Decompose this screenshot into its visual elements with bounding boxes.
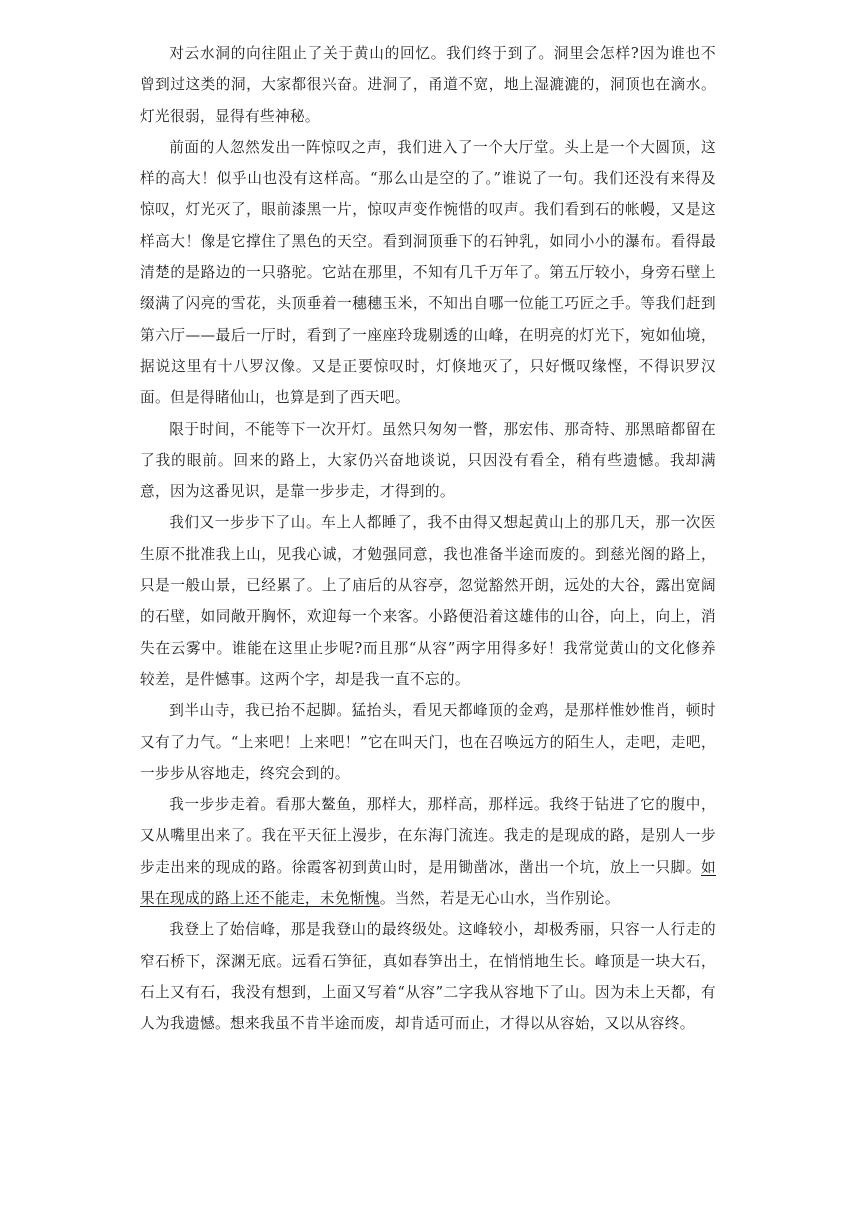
paragraph-3: 限于时间，不能等下一次开灯。虽然只匆匆一瞥，那宏伟、那奇特、那黑暗都留在了我的眼前。回来的路上，大家仍兴奋地谈说，只因没有看全，稍有些遗憾。我却满意，因为这番见识，是靠一步步走，才得到的。 bbox=[140, 420, 716, 501]
paragraph-4: 我们又一步步下了山。车上人都睡了，我不由得又想起黄山上的那几天，那一次医生原不批准我上山，见我心诚，才勉强同意，我也准备半途而废的。到慈光阁的路上，只是一般山景，已经累了。上了庙后的从容亭，忽觉豁然开朗，远处的大谷，露出宽阔的石壁，如同敞开胸怀，欢迎每一个来客。小路便沿着这雄伟的山谷，向上，向上，消失在云雾中。谁能在这里止步呢?而且那“从容”两字用得多好！我常觉黄山的文化修养较差，是件憾事。这两个字，却是我一直不忘的。 bbox=[140, 514, 716, 688]
paragraph-5: 到半山寺，我已抬不起脚。猛抬头，看见天都峰顶的金鸡，是那样惟妙惟肖，顿时又有了力气。“上来吧！上来吧！”它在叫天门，也在召唤远方的陌生人，走吧，走吧，一步步从容地走，终究会到的。 bbox=[140, 702, 716, 782]
paragraph-2: 前面的人忽然发出一阵惊叹之声，我们进入了一个大厅堂。头上是一个大圆顶，这样的高大！似乎山也没有这样高。“那么山是空的了。”谁说了一句。我们还没有来得及惊叹，灯光灭了，眼前漆黑一片，惊叹声变作惋惜的叹声。我们看到石的帐幔，又是这样高大！像是它撑住了黑色的天空。看到洞顶垂下的石钟乳，如同小小的瀑布。看得最清楚的是路边的一只骆驼。它站在那里，不知有几千万年了。第五厅较小，身旁石壁上缀满了闪亮的雪花，头顶垂着一穗穗玉米，不知出自哪一位能工巧匠之手。等我们赶到第六厅——最后一厅时，看到了一座座玲珑剔透的山峰，在明亮的灯光下，宛如仙境，据说这里有十八罗汉像。又是正要惊叹时，灯倏地灭了，只好慨叹缘悭，不得识罗汉面。但是得睹仙山，也算是到了西天吧。 bbox=[140, 138, 716, 407]
document-body bbox=[140, 38, 716, 1040]
paragraph-7: 我登上了始信峰，那是我登山的最终级处。这峰较小，却极秀丽，只容一人行走的窄石桥下，深渊无底。远看石笋征，真如春笋出土，在悄悄地生长。峰顶是一块大石，石上又有石，我没有想到，上面又写着“从容”二字我从容地下了山。因为未上天都，有人为我遗憾。想来我虽不肯半途而废，却肯适可而止，才得以从容始，又以从容终。 bbox=[140, 921, 716, 1033]
underlined-sentence: 如果在现成的路上还不能走，未免惭愧 bbox=[140, 858, 716, 908]
paragraph-6 bbox=[140, 789, 716, 914]
paragraph-1: 对云水洞的向往阻止了关于黄山的回忆。我们终于到了。洞里会怎样?因为谁也不曾到过这类的洞，大家都很兴奋。进洞了，甬道不宽，地上湿漉漉的，洞顶也在滴水。灯光很弱，显得有些神秘。 bbox=[140, 45, 716, 125]
paragraph-6-text: 我一步步走着。看那大鳌鱼，那样大，那样高，那样远。我终于钻进了它的腹中，又从嘴里出来了。我在平天征上漫步，在东海门流连。我走的是现成的路，是别人一步步走出来的现成的路。徐霞客初到黄山时，是用锄凿冰，凿出一个坑，放上一只脚。 bbox=[140, 796, 716, 876]
paragraph-6-after: 。当然，若是无心山水，当作别论。 bbox=[379, 890, 620, 908]
